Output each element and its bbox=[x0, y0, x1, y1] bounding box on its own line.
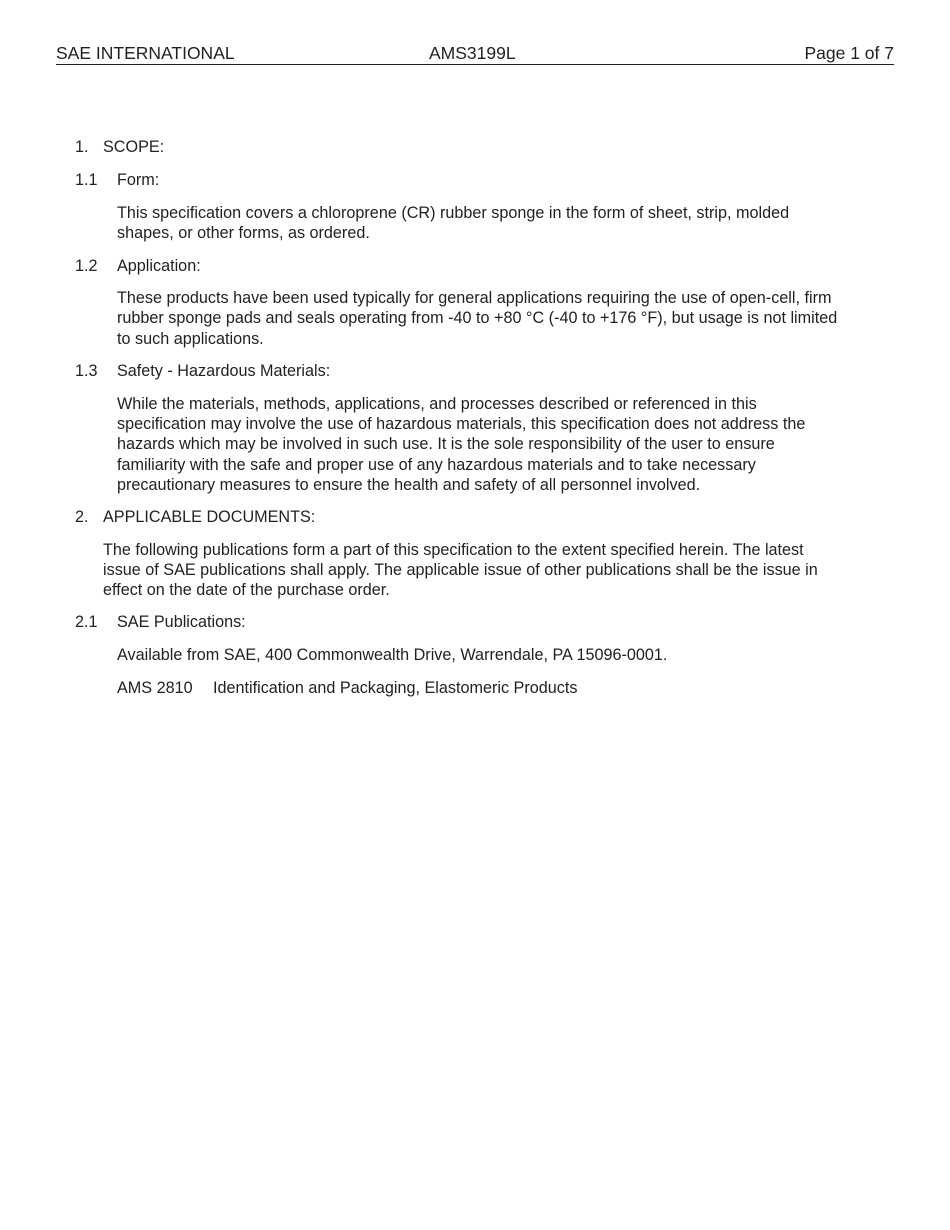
section-number: 1.3 bbox=[75, 362, 98, 380]
section-title: Form: bbox=[117, 171, 160, 189]
paragraph-line: familiarity with the safe and proper use of any hazardous materials and to take necessary bbox=[117, 456, 756, 474]
paragraph-line: effect on the date of the purchase order. bbox=[103, 581, 390, 599]
reference-title: Identification and Packaging, Elastomeric Products bbox=[213, 679, 578, 697]
paragraph-line: shapes, or other forms, as ordered. bbox=[117, 224, 370, 242]
section-number: 2.1 bbox=[75, 613, 98, 631]
section-number: 2. bbox=[75, 508, 89, 526]
section-title: Application: bbox=[117, 257, 201, 275]
paragraph-line: precautionary measures to ensure the health and safety of all personnel involved. bbox=[117, 476, 701, 494]
paragraph-line: These products have been used typically for general applications requiring the use of open-cell, firm bbox=[117, 289, 832, 307]
section-title: APPLICABLE DOCUMENTS: bbox=[103, 508, 316, 526]
section-number: 1. bbox=[75, 138, 89, 156]
section-title: SAE Publications: bbox=[117, 613, 246, 631]
section-title: Safety - Hazardous Materials: bbox=[117, 362, 331, 380]
header-organization: SAE INTERNATIONAL bbox=[56, 43, 235, 63]
reference-code: AMS 2810 bbox=[117, 679, 193, 697]
header-page-number: Page 1 of 7 bbox=[804, 43, 894, 63]
paragraph-line: This specification covers a chloroprene (CR) rubber sponge in the form of sheet, strip, molded bbox=[117, 204, 790, 222]
paragraph-line: hazards which may be involved in such use. It is the sole responsibility of the user to ensure bbox=[117, 435, 775, 453]
paragraph-line: issue of SAE publications shall apply. The applicable issue of other publications shall be the issue in bbox=[103, 561, 818, 579]
section-number: 1.1 bbox=[75, 171, 98, 189]
paragraph-line: rubber sponge pads and seals operating from -40 to +80 °C (-40 to +176 °F), but usage is not limited bbox=[117, 309, 838, 327]
publication-availability: Available from SAE, 400 Commonwealth Drive, Warrendale, PA 15096-0001. bbox=[117, 646, 668, 664]
paragraph-line: The following publications form a part of this specification to the extent specified herein. The latest bbox=[103, 541, 804, 559]
paragraph-line: While the materials, methods, applications, and processes described or referenced in this bbox=[117, 395, 757, 413]
page-header bbox=[56, 43, 894, 65]
section-title: SCOPE: bbox=[103, 138, 165, 156]
paragraph-line: specification may involve the use of hazardous materials, this specification does not address the bbox=[117, 415, 806, 433]
section-number: 1.2 bbox=[75, 257, 98, 275]
header-document-id: AMS3199L bbox=[429, 43, 516, 63]
paragraph-line: to such applications. bbox=[117, 330, 264, 348]
